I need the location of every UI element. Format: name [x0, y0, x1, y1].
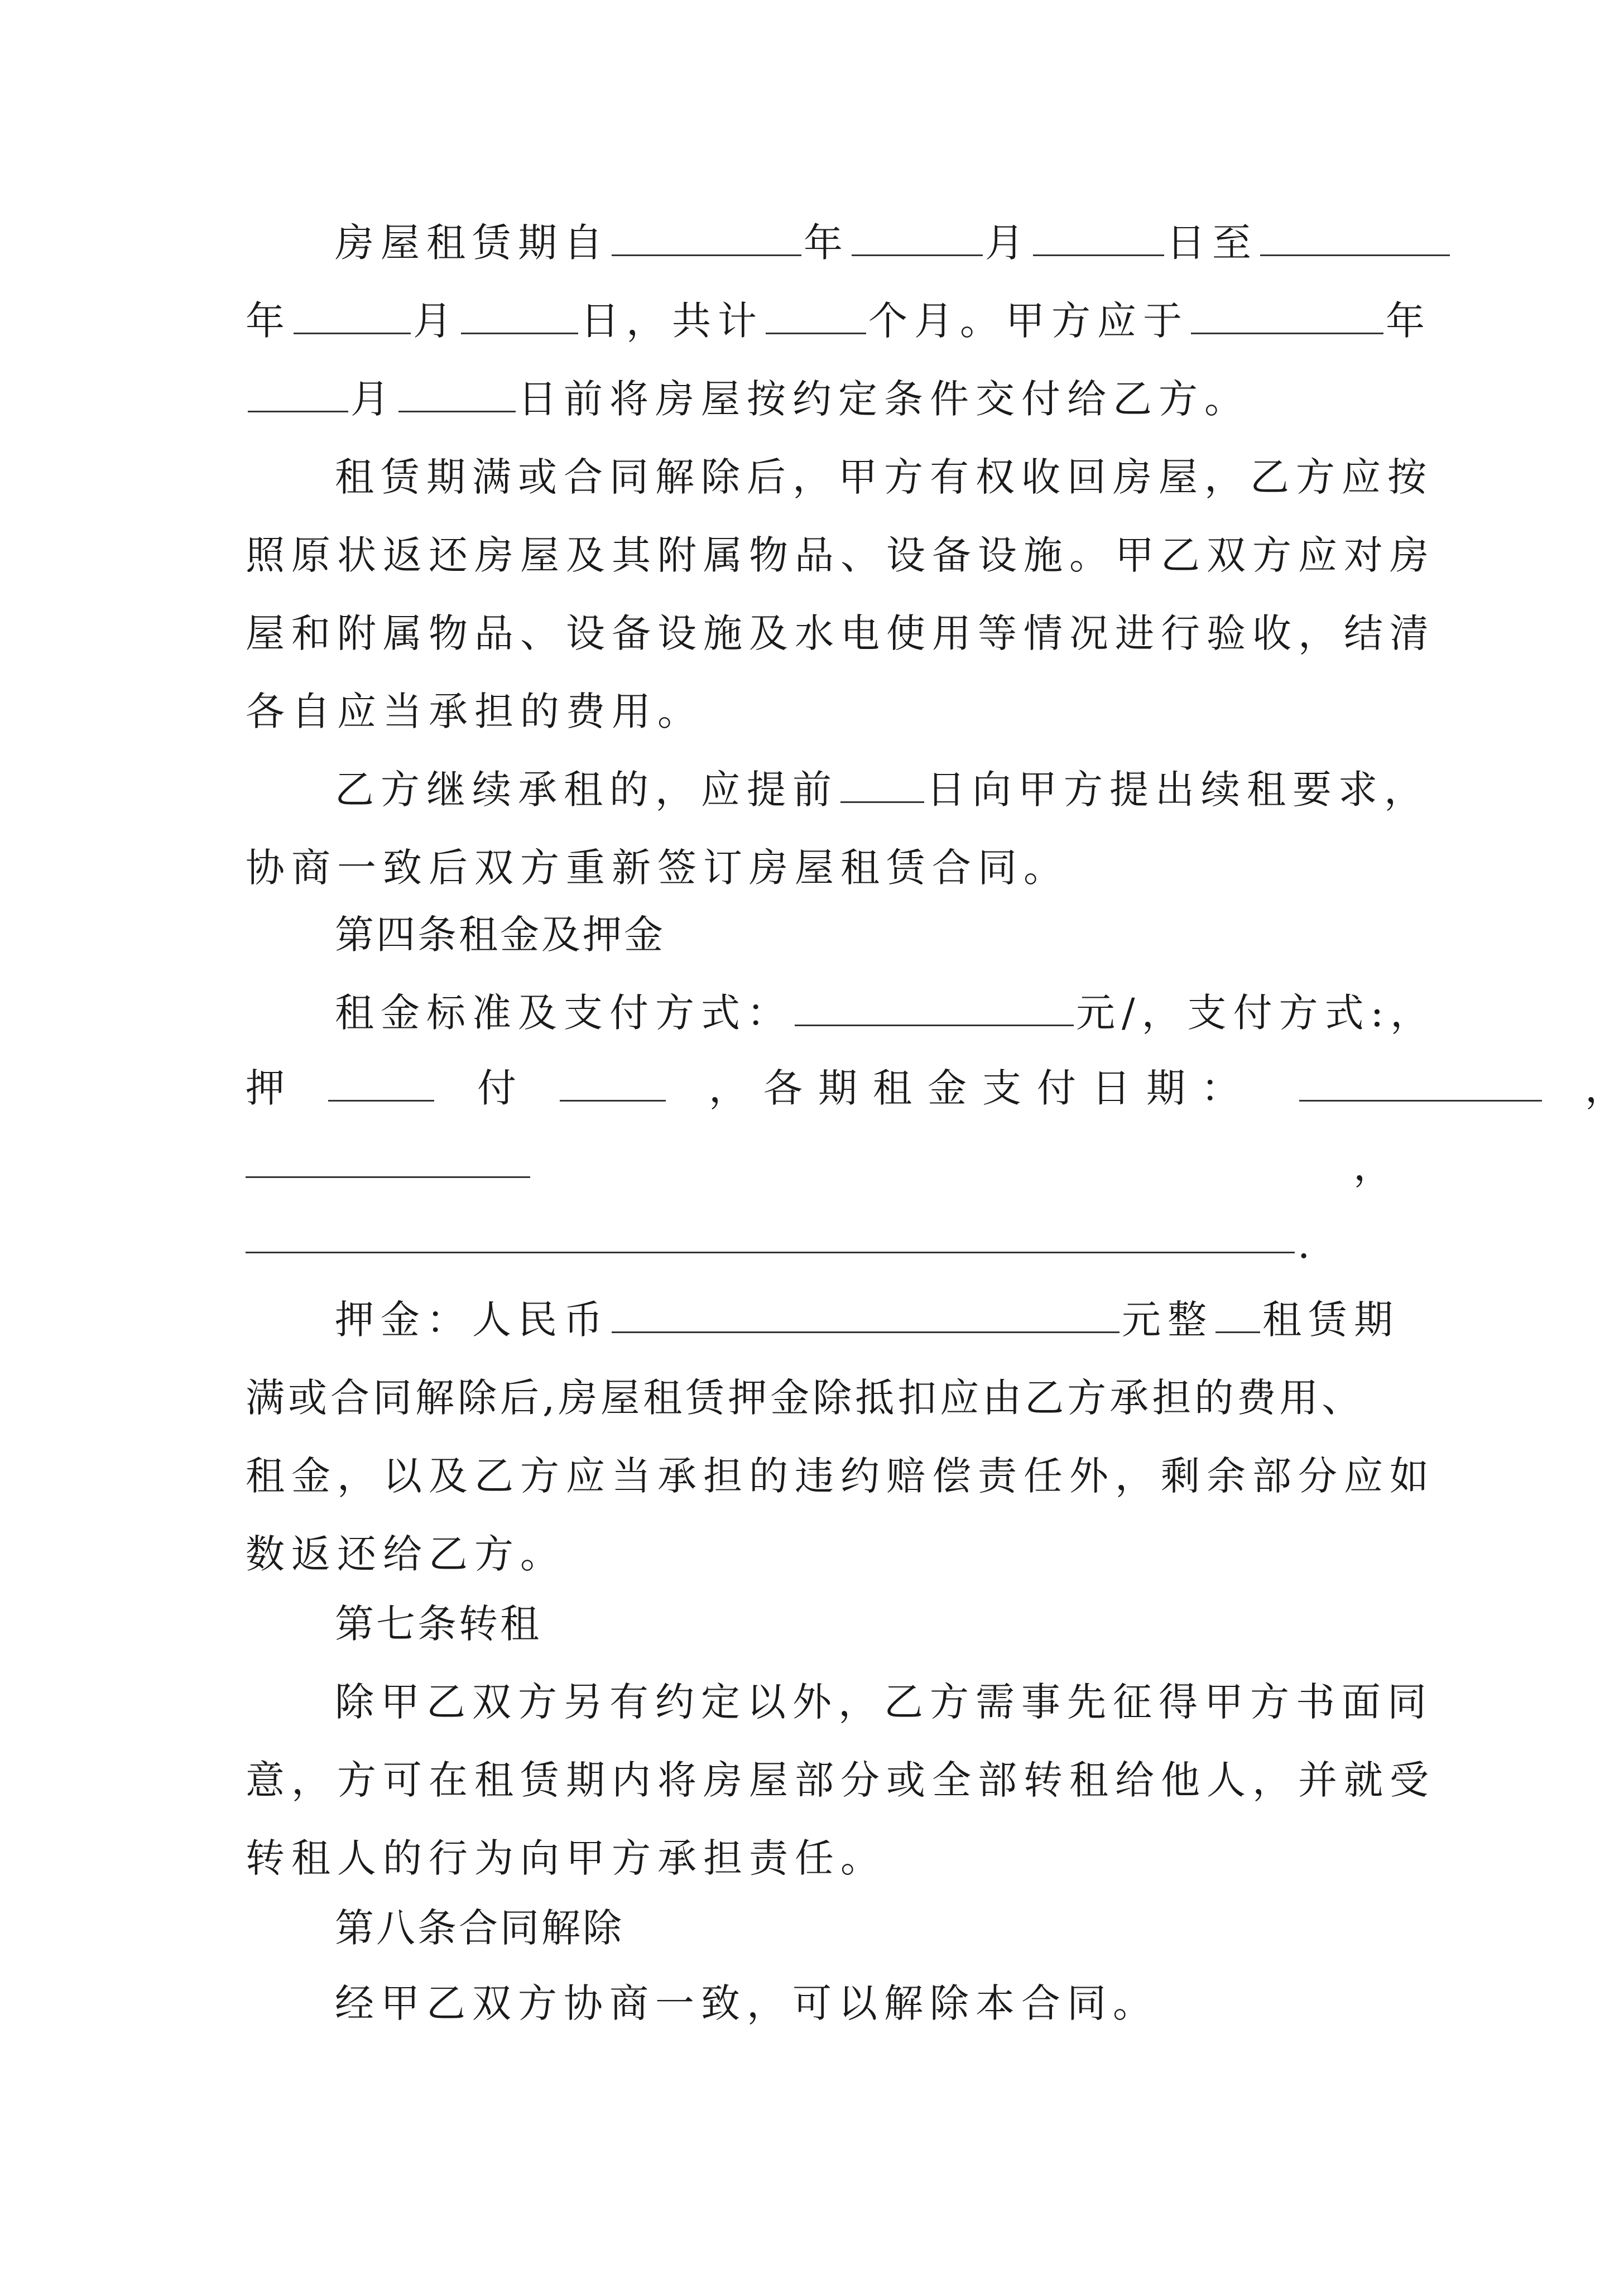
payment-date-continuation-blank[interactable] [246, 1176, 530, 1178]
delivery-year-blank[interactable] [1191, 294, 1383, 334]
payment-method-label: 元/，支付方式:， [1076, 990, 1436, 1036]
renewal-text-a: 乙方继续承租的，应提前 [335, 767, 838, 812]
deposit-months-blank[interactable] [328, 1061, 434, 1102]
sublease-line-2: 意，方可在租赁期内将房屋部分或全部转租给他人，并就受 [246, 1757, 1435, 1803]
renewal-line-1 [335, 762, 1430, 818]
deposit-line-3: 租金，以及乙方应当承担的违约赔偿责任外，剩余部分应如 [246, 1453, 1435, 1499]
deposit-line-2: 满或合同解除后,房屋租赁押金除抵扣应由乙方承担的费用、 [246, 1375, 1364, 1421]
return-paragraph-line-1: 租赁期满或合同解除后，甲方有权收回房屋，乙方应按 [335, 454, 1433, 500]
payment-date-label: ，各期租金支付日期： [709, 1065, 1256, 1111]
article-8-heading: 第八条合同解除 [335, 1905, 624, 1951]
lease-period-label: 租赁期 [1262, 1297, 1400, 1343]
end-year-blank[interactable] [1260, 215, 1450, 256]
rent-standard-line-2 [246, 1060, 1624, 1116]
article-4-heading: 第四条租金及押金 [335, 912, 665, 958]
article-7-heading: 第七条转租 [335, 1601, 541, 1647]
pay-label: 付 [477, 1065, 516, 1111]
deposit-amount-blank[interactable] [612, 1292, 1119, 1333]
renewal-text-b: 日向甲方提出续租要求， [926, 767, 1430, 812]
deposit-line-4: 数返还给乙方。 [246, 1531, 566, 1577]
day-total-label: 日，共计 [580, 298, 763, 344]
lease-term-line-2 [246, 293, 1431, 349]
deposit-rmb-label: 押金：人民币 [335, 1297, 609, 1343]
start-year-blank[interactable] [612, 215, 801, 256]
sublease-line-1: 除甲乙双方另有约定以外，乙方需事先征得甲方书面同 [335, 1679, 1433, 1725]
delivery-month-blank[interactable] [248, 372, 348, 412]
delivery-label: 个月。甲方应于 [868, 298, 1189, 344]
lease-term-line-3 [246, 371, 1250, 427]
rent-amount-blank[interactable] [795, 985, 1074, 1026]
day-to-label: 日至 [1166, 220, 1258, 266]
renewal-days-blank[interactable] [840, 762, 924, 803]
period: . [1298, 1222, 1310, 1267]
payment-terms-blank[interactable] [246, 1252, 1295, 1253]
total-months-blank[interactable] [766, 294, 866, 334]
rent-standard-label: 租金标准及支付方式： [335, 990, 792, 1036]
end-month-blank[interactable] [294, 294, 411, 334]
comma: ， [1585, 1065, 1624, 1111]
payment-date-blank[interactable] [1299, 1061, 1542, 1102]
end-day-blank[interactable] [461, 294, 578, 334]
deposit-line-1 [335, 1292, 1400, 1348]
renewal-line-2: 协商一致后双方重新签订房屋租赁合同。 [246, 845, 1069, 891]
delivery-day-blank[interactable] [398, 372, 516, 412]
month-label: 月 [350, 376, 396, 422]
year-label: 年 [804, 220, 849, 266]
return-paragraph-line-3: 屋和附属物品、设备设施及水电使用等情况进行验收，结清 [246, 610, 1435, 656]
deposit-label: 押 [246, 1065, 285, 1111]
yuan-label: 元整 [1122, 1297, 1213, 1343]
sublease-line-3: 转租人的行为向甲方承担责任。 [246, 1835, 886, 1881]
return-paragraph-line-4: 各自应当承担的费用。 [246, 689, 703, 734]
month-label: 月 [413, 298, 459, 344]
delivery-text: 日前将房屋按约定条件交付给乙方。 [518, 376, 1250, 422]
month-label: 月 [985, 220, 1031, 266]
year-label: 年 [246, 298, 291, 344]
comma: ， [1353, 1143, 1392, 1189]
lease-term-label: 房屋租赁期自 [335, 220, 609, 266]
lease-term-line-1 [335, 215, 1452, 271]
start-day-blank[interactable] [1033, 215, 1164, 256]
pay-months-blank[interactable] [560, 1061, 666, 1102]
start-month-blank[interactable] [852, 215, 983, 256]
year-label: 年 [1386, 298, 1431, 344]
return-paragraph-line-2: 照原状返还房屋及其附属物品、设备设施。甲乙双方应对房 [246, 532, 1435, 578]
rent-standard-line-1 [335, 985, 1436, 1041]
deposit-small-blank[interactable] [1215, 1292, 1260, 1333]
termination-line-1: 经甲乙双方协商一致，可以解除本合同。 [335, 1980, 1159, 2026]
